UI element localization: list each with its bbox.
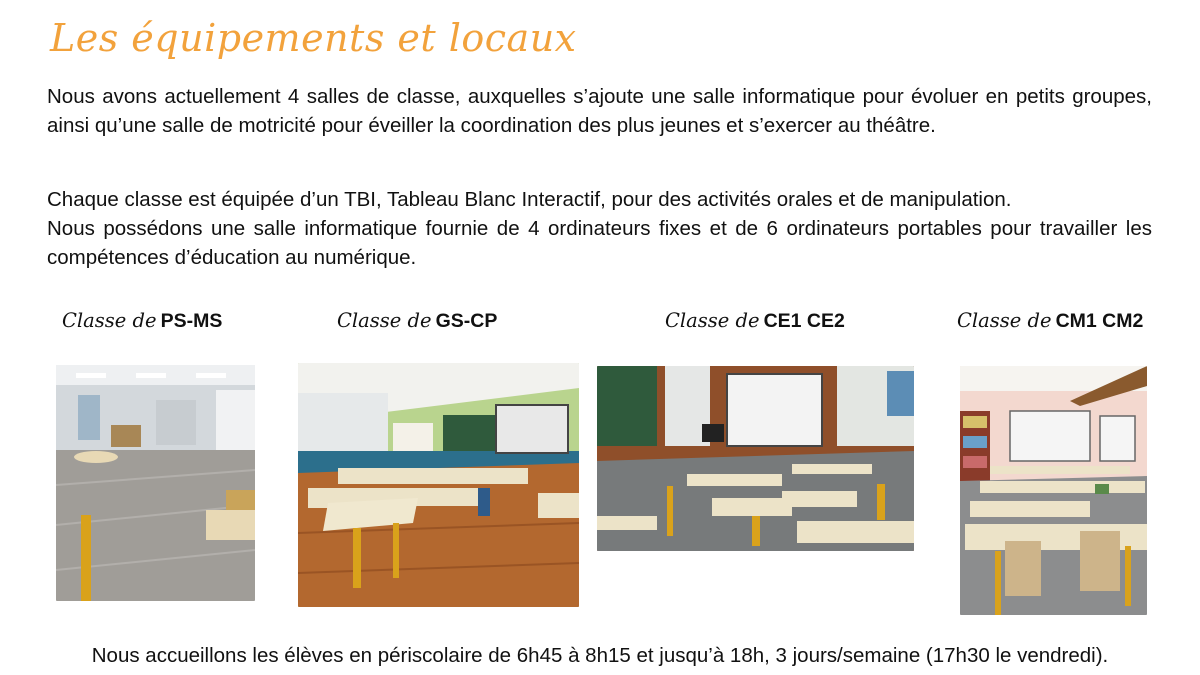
caption-prefix: Classe de bbox=[337, 309, 432, 332]
caption-level: GS-CP bbox=[435, 310, 498, 332]
intro-paragraph: Nous avons actuellement 4 salles de classe, auxquelles s’ajoute une salle informatique pour évoluer en petits groupes, ainsi qu’une salle de motricité pour éveiller la coordination des plus jeunes et s’exercer au théâtre. bbox=[47, 85, 1152, 137]
caption-ce1-ce2 bbox=[665, 309, 845, 333]
tbi-paragraph: Chaque classe est équipée d’un TBI, Tableau Blanc Interactif, pour des activités orales et de manipulation. bbox=[47, 188, 1012, 211]
page-title: Les équipements et locaux bbox=[50, 16, 577, 60]
caption-ps-ms bbox=[62, 309, 222, 333]
footer-periscolaire: Nous accueillons les élèves en périscolaire de 6h45 à 8h15 et jusqu’à 18h, 3 jours/semaine (17h30 le vendredi). bbox=[91, 644, 1109, 667]
photo-classroom-gs-cp bbox=[298, 363, 579, 607]
caption-level: CM1 CM2 bbox=[1055, 310, 1144, 332]
caption-prefix: Classe de bbox=[62, 309, 157, 332]
caption-level: CE1 CE2 bbox=[763, 310, 845, 332]
caption-cm1-cm2 bbox=[957, 309, 1143, 333]
caption-level: PS-MS bbox=[160, 310, 223, 332]
photo-classroom-ps-ms bbox=[56, 365, 255, 601]
caption-prefix: Classe de bbox=[957, 309, 1052, 332]
caption-gs-cp bbox=[337, 309, 497, 333]
computer-room-paragraph: Nous possédons une salle informatique fournie de 4 ordinateurs fixes et de 6 ordinateurs portables pour travailler les compétences d’éducation au numérique. bbox=[47, 217, 1152, 269]
photo-classroom-ce1-ce2 bbox=[597, 366, 914, 551]
caption-prefix: Classe de bbox=[665, 309, 760, 332]
photo-classroom-cm1-cm2 bbox=[960, 366, 1147, 615]
